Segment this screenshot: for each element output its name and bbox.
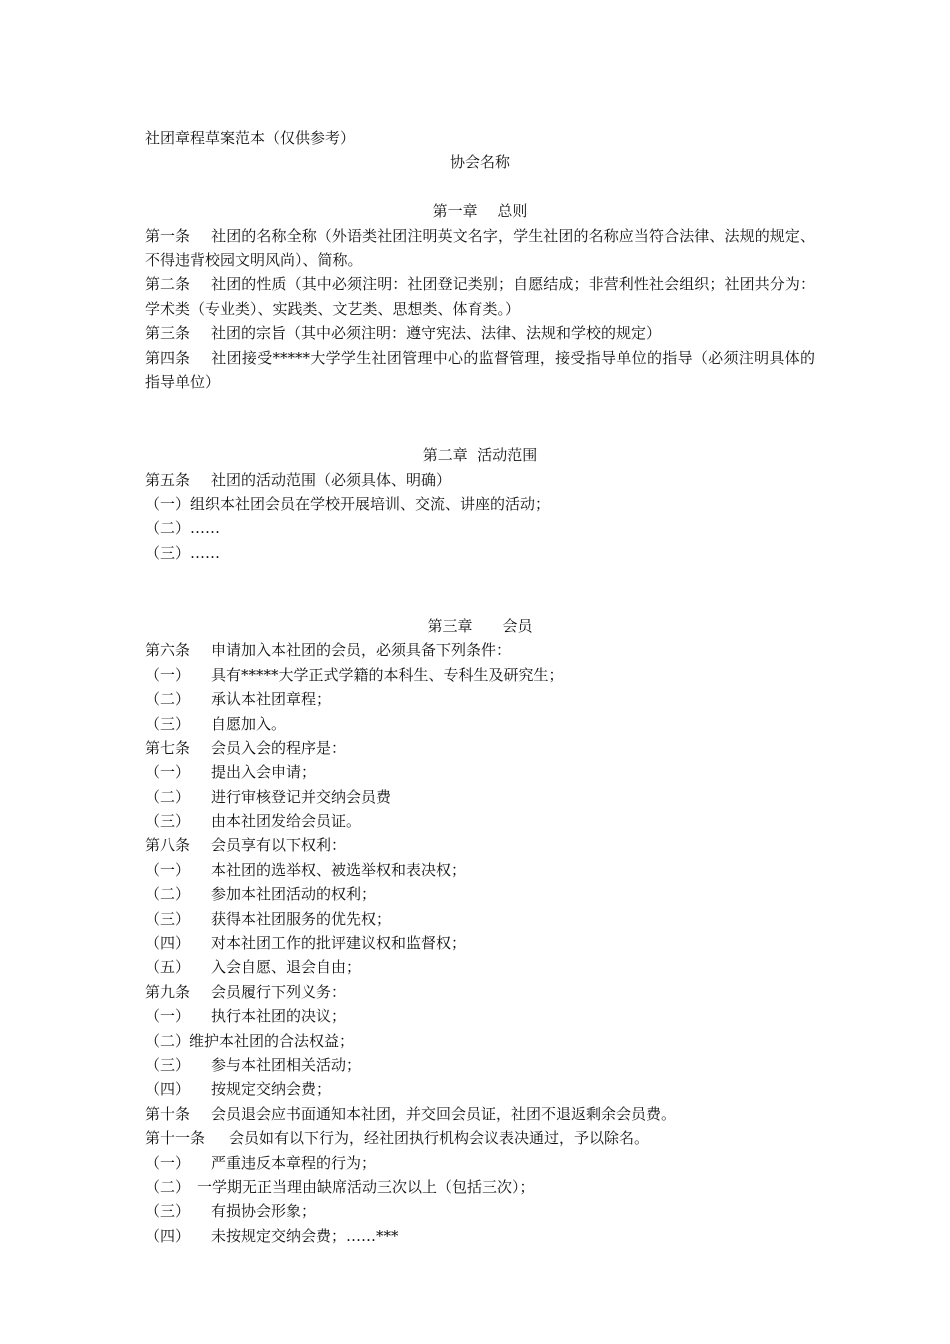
item-number: （四） bbox=[145, 934, 191, 953]
list-item bbox=[145, 907, 815, 931]
document-page bbox=[145, 126, 815, 1248]
list-item bbox=[145, 687, 815, 711]
item-text: 一学期无正当理由缺席活动三次以上（包括三次）； bbox=[197, 1177, 535, 1196]
item-text: 由本社团发给会员证。 bbox=[211, 812, 362, 831]
article-number: 第八条 bbox=[145, 836, 191, 855]
article-text: 会员享有以下权利： bbox=[211, 836, 347, 855]
article-8 bbox=[145, 833, 815, 857]
item-number: （三） bbox=[145, 909, 191, 928]
article-number: 第一条 bbox=[145, 226, 191, 245]
list-item bbox=[145, 882, 815, 906]
list-item bbox=[145, 1053, 815, 1077]
item-text: 入会自愿、退会自由； bbox=[211, 958, 362, 977]
list-item bbox=[145, 1077, 815, 1101]
article-5 bbox=[145, 468, 815, 492]
list-item bbox=[145, 712, 815, 736]
chapter-2-title: 第二章 活动范围 bbox=[422, 446, 538, 465]
item-number: （二） bbox=[145, 1031, 191, 1050]
article-text: 会员退会应书面通知本社团，并交回会员证，社团不退返剩余会员费。 bbox=[211, 1104, 677, 1123]
list-item bbox=[145, 663, 815, 687]
list-item bbox=[145, 1029, 815, 1053]
item-number: （一） bbox=[145, 665, 191, 684]
list-item bbox=[145, 858, 815, 882]
article-text: 社团的名称全称（外语类社团注明英文名字，学生社团的名称应当符合法律、法规的规定、不得违背校园文明风尚）、简称。 bbox=[145, 226, 815, 269]
spacer bbox=[145, 175, 815, 199]
article-number: 第十条 bbox=[145, 1104, 191, 1123]
item-text: 具有*****大学正式学籍的本科生、专科生及研究生； bbox=[211, 665, 564, 684]
article-text: 会员如有以下行为，经社团执行机构会议表决通过，予以除名。 bbox=[229, 1129, 650, 1148]
article-text: 申请加入本社团的会员，必须具备下列条件： bbox=[211, 641, 512, 660]
item-number: （一） bbox=[145, 1153, 191, 1172]
item-text: 执行本社团的决议； bbox=[211, 1007, 347, 1026]
item-text: 本社团的选举权、被选举权和表决权； bbox=[211, 860, 467, 879]
article-1 bbox=[145, 224, 815, 273]
document-title: 社团章程草案范本（仅供参考） bbox=[145, 129, 356, 147]
article-text: 社团的宗旨（其中必须注明：遵守宪法、法律、法规和学校的规定） bbox=[211, 324, 662, 343]
article-number: 第六条 bbox=[145, 641, 191, 660]
article-number: 第四条 bbox=[145, 348, 191, 367]
item-number: （四） bbox=[145, 1080, 191, 1099]
spacer bbox=[145, 394, 815, 443]
item-text: 参加本社团活动的权利； bbox=[211, 885, 377, 904]
item-text: 按规定交纳会费； bbox=[211, 1080, 332, 1099]
chapter-1-title: 第一章 总则 bbox=[432, 202, 528, 221]
item-number: （一） bbox=[145, 860, 191, 879]
list-item bbox=[145, 1151, 815, 1175]
chapter-3-title: 第三章 会员 bbox=[427, 616, 533, 635]
article-number: 第五条 bbox=[145, 470, 191, 489]
article-4 bbox=[145, 346, 815, 395]
item-number: （二） bbox=[145, 787, 191, 806]
list-item bbox=[145, 785, 815, 809]
item-text: 获得本社团服务的优先权； bbox=[211, 909, 392, 928]
item-text: 自愿加入。 bbox=[211, 714, 287, 733]
article-2 bbox=[145, 272, 815, 321]
item-text: 进行审核登记并交纳会员费 bbox=[211, 787, 392, 806]
item-number: （二） bbox=[145, 690, 191, 709]
list-item bbox=[145, 955, 815, 979]
list-item bbox=[145, 1004, 815, 1028]
article-number: 第七条 bbox=[145, 738, 191, 757]
item-text: 维护本社团的合法权益； bbox=[189, 1031, 355, 1050]
item-number: （一） bbox=[145, 1007, 191, 1026]
article-text: 社团接受*****大学学生社团管理中心的监督管理，接受指导单位的指导（必须注明具体的指导单位） bbox=[145, 348, 815, 391]
item-number: （三） bbox=[145, 812, 191, 831]
item-number: （四） bbox=[145, 1226, 191, 1245]
list-item bbox=[145, 760, 815, 784]
list-item bbox=[145, 1224, 815, 1248]
item-number: （二） bbox=[145, 1177, 191, 1196]
list-item bbox=[145, 809, 815, 833]
article-9 bbox=[145, 980, 815, 1004]
item-number: （二） bbox=[145, 885, 191, 904]
item-text: 严重违反本章程的行为； bbox=[211, 1153, 377, 1172]
item-number: （三） bbox=[145, 1055, 191, 1074]
item-number: （一） bbox=[145, 763, 191, 782]
article-6 bbox=[145, 638, 815, 662]
article-11 bbox=[145, 1126, 815, 1150]
association-name: 协会名称 bbox=[449, 153, 510, 172]
article-number: 第二条 bbox=[145, 275, 191, 294]
list-item: （一）组织本社团会员在学校开展培训、交流、讲座的活动； bbox=[145, 494, 551, 513]
article-text: 会员入会的程序是： bbox=[211, 738, 347, 757]
list-item: （三）…… bbox=[145, 543, 221, 562]
list-item: （二）…… bbox=[145, 519, 221, 538]
article-text: 社团的活动范围（必须具体、明确） bbox=[211, 470, 452, 489]
item-number: （三） bbox=[145, 714, 191, 733]
item-text: 有损协会形象； bbox=[211, 1202, 317, 1221]
item-text: 未按规定交纳会费；……*** bbox=[211, 1226, 399, 1245]
article-text: 会员履行下列义务： bbox=[211, 982, 347, 1001]
item-text: 承认本社团章程； bbox=[211, 690, 332, 709]
article-number: 第十一条 bbox=[145, 1129, 206, 1148]
item-text: 提出入会申请； bbox=[211, 763, 317, 782]
item-number: （三） bbox=[145, 1202, 191, 1221]
article-3 bbox=[145, 321, 815, 345]
list-item bbox=[145, 931, 815, 955]
item-number: （五） bbox=[145, 958, 191, 977]
article-10 bbox=[145, 1102, 815, 1126]
article-number: 第三条 bbox=[145, 324, 191, 343]
list-item bbox=[145, 1199, 815, 1223]
spacer bbox=[145, 565, 815, 614]
article-number: 第九条 bbox=[145, 982, 191, 1001]
article-7 bbox=[145, 736, 815, 760]
list-item bbox=[145, 1175, 815, 1199]
item-text: 对本社团工作的批评建议权和监督权； bbox=[211, 934, 467, 953]
item-text: 参与本社团相关活动； bbox=[211, 1055, 362, 1074]
article-text: 社团的性质（其中必须注明：社团登记类别；自愿结成；非营利性社会组织；社团共分为：学术类（专业类）、实践类、文艺类、思想类、体育类。） bbox=[145, 275, 815, 318]
